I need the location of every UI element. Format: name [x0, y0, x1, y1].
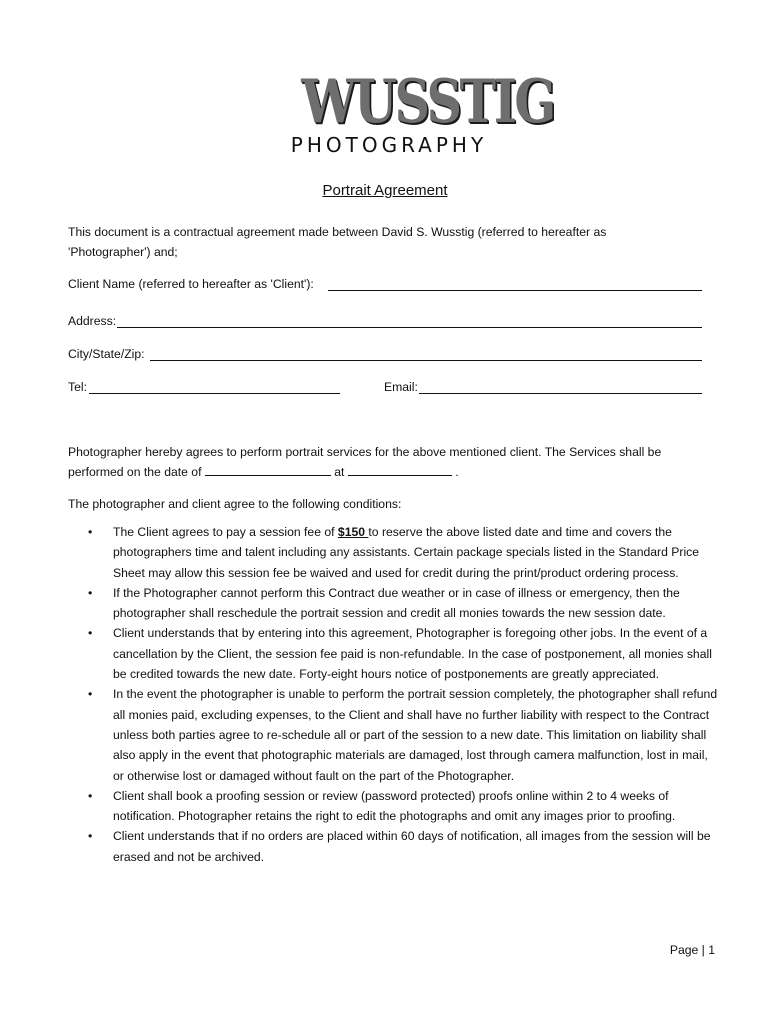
- conditions-intro: The photographer and client agree to the following conditions:: [68, 497, 402, 511]
- client-name-field[interactable]: [328, 290, 702, 291]
- condition-item-cancellation: [68, 623, 718, 684]
- address-field[interactable]: [117, 327, 702, 328]
- services-date-label: performed on the date of: [68, 465, 202, 479]
- condition-text: Client understands that by entering into this agreement, Photographer is foregoing other jobs. In the event of a cancellation by the Client, the session fee paid is non-refundable. In the case of postponement, all monies shall be credited towards the new date. Forty-eight hours notice of postponements are greatly appreciated.: [113, 626, 712, 682]
- city-state-zip-field[interactable]: [150, 360, 702, 361]
- city-label: City/State/Zip:: [68, 347, 145, 361]
- bullet-icon: •: [88, 626, 93, 641]
- bullet-icon: •: [88, 829, 93, 844]
- services-at-label: at: [334, 465, 345, 479]
- bullet-icon: •: [88, 687, 93, 702]
- condition-item-reschedule: [68, 583, 718, 624]
- condition-text: If the Photographer cannot perform this Contract due weather or in case of illness or emergency, then the photographer shall reschedule the portrait session and credit all monies towards the new session date.: [113, 585, 680, 621]
- condition-text: Client understands that if no orders are placed within 60 days of notification, all images from the session will be erased and not be archived.: [113, 829, 711, 864]
- intro-line-1: This document is a contractual agreement made between David S. Wusstig (referred to hereafter as: [68, 225, 607, 239]
- address-label: Address:: [68, 314, 117, 328]
- condition-text: In the event the photographer is unable to perform the portrait session completely, the photographer shall refund all monies paid, excluding expenses, to the Client and shall have no further liability with respect to the Contract unless both parties agree to re-schedule all or part of the session to a new date. This limitation on liability shall also apply in the event that photographic materials are damaged, lost through camera malfunction, lost in mail, or otherwise lost or damaged without fault on the part of the Photographer.: [113, 687, 718, 783]
- condition-item-archiving: [68, 826, 718, 867]
- logo-subtitle: PHOTOGRAPHY: [290, 133, 488, 157]
- services-line-2: [68, 462, 459, 482]
- services-period: .: [455, 465, 459, 479]
- service-date-field[interactable]: [205, 463, 331, 476]
- page-number: Page | 1: [669, 943, 715, 957]
- condition-text: to reserve the above listed date and time and covers the photographers time and talent including any assistants. Certain package specials listed in the Standard Price Sheet may allow this session fee be waived and used for credit during the print/product ordering process.: [113, 525, 700, 580]
- bullet-icon: •: [88, 525, 93, 539]
- client-name-label: Client Name (referred to hereafter as 'Client'):: [68, 277, 314, 291]
- condition-text: Client shall book a proofing session or review (password protected) proofs online within 2 to 4 weeks of notification. Photographer retains the right to edit the photographs and omit any images prior to proofing.: [113, 788, 676, 824]
- email-field[interactable]: [419, 393, 702, 394]
- session-fee-amount: $150: [337, 525, 369, 539]
- service-time-field[interactable]: [348, 463, 452, 476]
- condition-item-session-fee: [68, 522, 718, 583]
- tel-field[interactable]: [89, 393, 340, 394]
- logo-wordmark: WUSSTIG: [301, 67, 554, 137]
- bullet-icon: •: [88, 788, 93, 803]
- company-logo: [282, 67, 554, 157]
- page-title: Portrait Agreement: [322, 182, 448, 199]
- services-line-1: Photographer hereby agrees to perform portrait services for the above mentioned client. The Services shall be: [68, 445, 662, 459]
- conditions-list: [68, 522, 718, 867]
- condition-item-liability: [68, 684, 718, 785]
- bullet-icon: •: [88, 585, 93, 600]
- intro-line-2: 'Photographer') and;: [68, 245, 178, 259]
- condition-item-proofing: [68, 786, 718, 827]
- email-label: Email:: [384, 380, 418, 394]
- tel-label: Tel:: [68, 380, 87, 394]
- condition-text: The Client agrees to pay a session fee of: [113, 525, 338, 539]
